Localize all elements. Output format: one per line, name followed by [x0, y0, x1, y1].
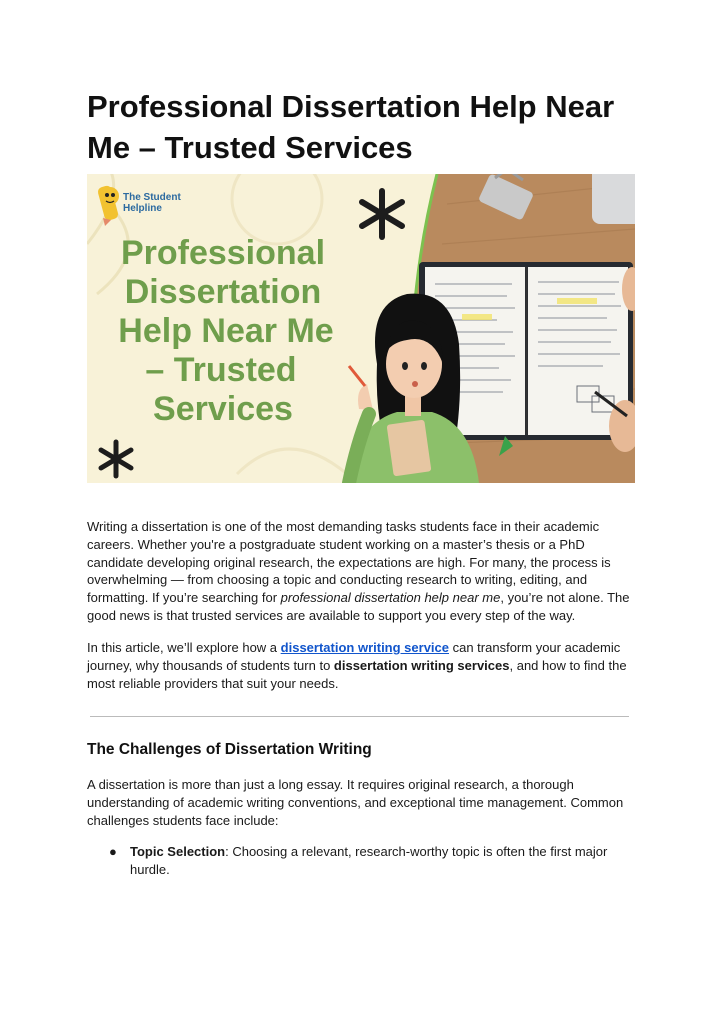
hero-headline-line: Professional — [120, 234, 326, 272]
intro-text-end: , you’re not alone. The good news is that trusted services are available to support you every step of the way. — [87, 590, 630, 623]
brand-name-line2: Helpline — [123, 203, 162, 214]
section-intro-paragraph: A dissertation is more than just a long essay. It requires original research, a thorough understanding of academic writing conventions, and exceptional time management. Common challenges students face include: — [87, 777, 624, 828]
hero-headline-line: – Trusted — [145, 351, 297, 389]
intro-text: Writing a dissertation is one of the most demanding tasks students face in their academic careers. Whether you're a postgraduate student working on a master’s thesis or a PhD candidate developing original research, the expectations are high. For many, the process is overwhelming — from choosing a topic and conducting research to writing, editing, and formatting. If you’re searching for — [87, 519, 611, 606]
hero-headline-line: Dissertation — [124, 273, 322, 311]
intro-emphasis: professional dissertation help near me — [280, 590, 501, 606]
bullet-icon: ● — [109, 844, 117, 859]
section-heading: The Challenges of Dissertation Writing — [87, 741, 372, 758]
intro-paragraph — [87, 518, 635, 625]
article-intro-bold: dissertation writing services — [333, 657, 510, 673]
page-title: Professional Dissertation Help Near Me – Trusted Services — [87, 89, 615, 165]
list-item-text: : Choosing a relevant, research-worthy topic is often the first major hurdle. — [130, 844, 608, 877]
article-intro-text-middle: can transform your academic journey, why thousands of students turn to — [87, 640, 621, 673]
challenges-list — [87, 843, 635, 879]
list-item — [87, 843, 635, 879]
horizontal-divider — [90, 716, 629, 717]
article-intro-paragraph — [87, 639, 635, 692]
hero-headline-line: Services — [153, 390, 293, 428]
brand-name-line1: The Student — [123, 192, 181, 203]
article-intro-text: In this article, we’ll explore how a — [87, 640, 281, 655]
dissertation-writing-service-link[interactable]: dissertation writing service — [280, 640, 449, 655]
hero-banner-image — [87, 174, 635, 483]
article-intro-text-end: , and how to find the most reliable providers that suit your needs. — [87, 657, 627, 691]
list-item-label: Topic Selection — [130, 844, 226, 859]
hero-headline-line: Help Near Me — [118, 312, 334, 350]
